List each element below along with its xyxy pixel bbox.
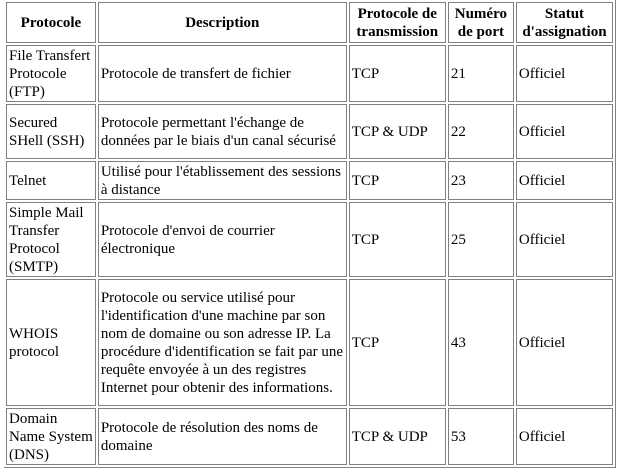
cell-description: Protocole d'envoi de courrier électronique: [98, 202, 347, 277]
cell-statut: Officiel: [516, 279, 613, 406]
cell-description: Protocole ou service utilisé pour l'identification d'une machine par son nom de domaine ou son adresse IP. La procédure d'identification se fait par une requête envoyée à un des registres Internet pour obtenir des informations.: [98, 279, 347, 406]
table-row: [6, 45, 613, 102]
table-header: [6, 2, 613, 43]
cell-protocole: Domain Name System (DNS): [6, 408, 96, 465]
cell-statut: Officiel: [516, 45, 613, 102]
header-protocole: Protocole: [6, 2, 96, 43]
cell-protocole: Secured SHell (SSH): [6, 104, 96, 159]
cell-statut: Officiel: [516, 161, 613, 200]
cell-transmission: TCP & UDP: [349, 408, 446, 465]
header-transmission: Protocole de transmission: [349, 2, 446, 43]
table-row: [6, 161, 613, 200]
cell-protocole: Simple Mail Transfer Protocol (SMTP): [6, 202, 96, 277]
cell-transmission: TCP: [349, 45, 446, 102]
cell-transmission: TCP: [349, 161, 446, 200]
cell-protocole: File Transfert Protocole (FTP): [6, 45, 96, 102]
cell-port: 53: [448, 408, 514, 465]
cell-statut: Officiel: [516, 202, 613, 277]
cell-port: 23: [448, 161, 514, 200]
cell-description: Utilisé pour l'établissement des sessions à distance: [98, 161, 347, 200]
table-row: [6, 202, 613, 277]
table-row: [6, 279, 613, 406]
cell-transmission: TCP: [349, 279, 446, 406]
cell-port: 21: [448, 45, 514, 102]
header-description: Description: [98, 2, 347, 43]
cell-statut: Officiel: [516, 104, 613, 159]
table-body: [6, 45, 613, 465]
table-row: [6, 408, 613, 465]
protocols-table: [4, 0, 616, 468]
cell-statut: Officiel: [516, 408, 613, 465]
cell-description: Protocole permettant l'échange de données par le biais d'un canal sécurisé: [98, 104, 347, 159]
cell-protocole: Telnet: [6, 161, 96, 200]
header-port: Numéro de port: [448, 2, 514, 43]
header-row: [6, 2, 613, 43]
cell-protocole: WHOIS protocol: [6, 279, 96, 406]
cell-transmission: TCP: [349, 202, 446, 277]
table-row: [6, 104, 613, 159]
cell-description: Protocole de transfert de fichier: [98, 45, 347, 102]
header-statut: Statut d'assignation: [516, 2, 613, 43]
cell-port: 22: [448, 104, 514, 159]
cell-description: Protocole de résolution des noms de domaine: [98, 408, 347, 465]
cell-transmission: TCP & UDP: [349, 104, 446, 159]
cell-port: 43: [448, 279, 514, 406]
cell-port: 25: [448, 202, 514, 277]
